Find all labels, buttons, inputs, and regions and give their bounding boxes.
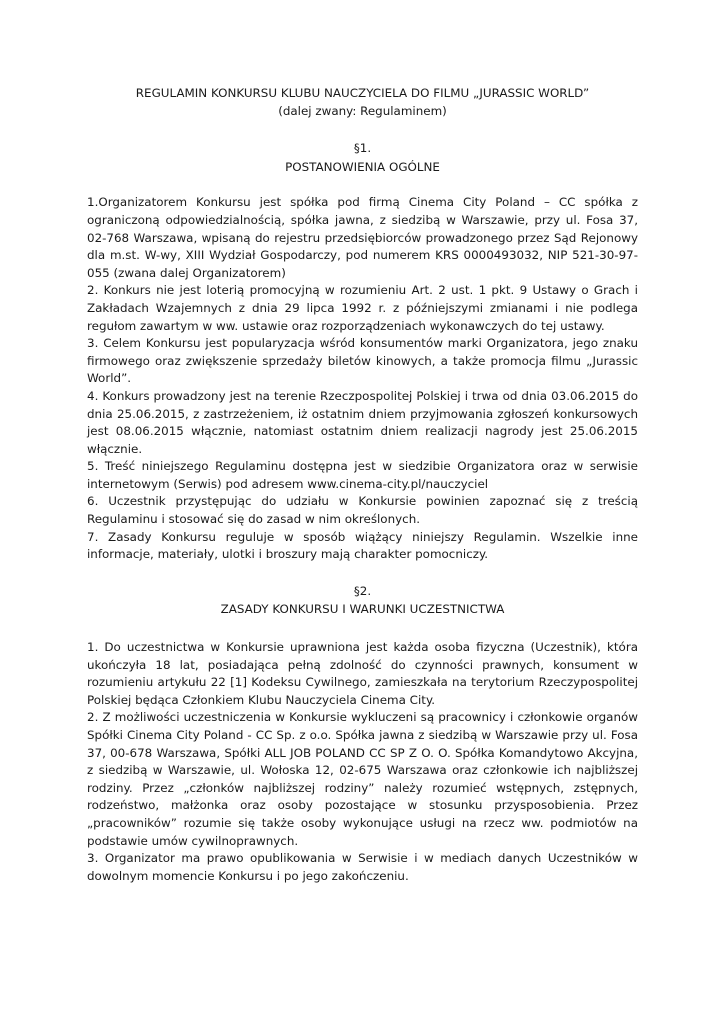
section-1-paragraph-5: 5. Treść niniejszego Regulaminu dostępna jest w siedzibie Organizatora oraz w serwisie internetowym (Serwis) pod adresem www.cinema-city.pl/nauczyciel [87, 459, 638, 491]
section-1-paragraph-7: 7. Zasady Konkursu reguluje w sposób wiążący niniejszy Regulamin. Wszelkie inne informacje, materiały, ulotki i broszury mają charakter pomocniczy. [87, 529, 638, 562]
section-2-paragraph-2: 2. Z możliwości uczestniczenia w Konkursie wykluczeni są pracownicy i członkowie organów Spółki Cinema City Poland - CC Sp. z o.o. Spółka jawna z siedzibą w Warszawie przy ul. Fosa 37, 00-678 Warszawa, Spółki ALL JOB POLAND CC SP Z O. O. Spółka Komandytowo Akcyjna, z siedzibą w Warszawie, ul. Wołoska 12, 02-675 Warszawa oraz członkowie ich najbliższej rodziny. Przez „członków najbliższej rodziny” należy rozumieć wstępnych, zstępnych, rodzeństwo, małżonka oraz osoby pozostające w stosunku przysposobienia. Przez „pracowników” rozumie się także osoby wykonujące usługi na rzecz ww. podmiotów na podstawie umów cywilnoprawnych. [87, 710, 638, 848]
section-1-header [87, 140, 638, 176]
section-1-number: §1. [353, 141, 372, 156]
section-1-paragraph-1: 1.Organizatorem Konkursu jest spółka pod firmą Cinema City Poland – CC spółka z ograniczoną odpowiedzialnością, spółka jawna, z siedzibą w Warszawie, przy ul. Fosa 37, 02-768 Warszawa, wpisaną do rejestru przedsiębiorców prowadzonego przez Sąd Rejonowy dla m.st. W-wy, XIII Wydział Gospodarczy, pod numerem KRS 0000493032, NIP 521-30-97-055 (zwana dalej Organizatorem) [87, 195, 638, 280]
title-block [87, 85, 638, 120]
section-2 [87, 583, 638, 886]
section-2-paragraph-3: 3. Organizator ma prawo opublikowania w Serwisie i w mediach danych Uczestników w dowolnym momencie Konkursu i po jego zakończeniu. [87, 851, 638, 883]
section-1-body [87, 194, 638, 563]
document-subtitle: (dalej zwany: Regulaminem) [278, 103, 447, 118]
section-2-header [87, 583, 638, 619]
section-1-paragraph-6: 6. Uczestnik przystępując do udziału w Konkursie powinien zapoznać się z treścią Regulaminu i stosować się do zasad w nim określonych. [87, 494, 638, 527]
section-1-paragraph-3: 3. Celem Konkursu jest popularyzacja wśród konsumentów marki Organizatora, jego znaku firmowego oraz zwiększenie sprzedaży biletów kinowych, a także promocja filmu „Jurassic World”. [87, 336, 638, 386]
section-2-number: §2. [353, 583, 372, 598]
document-title: REGULAMIN KONKURSU KLUBU NAUCZYCIELA DO FILMU „JURASSIC WORLD” [135, 86, 590, 100]
section-2-body [87, 639, 638, 885]
section-1 [87, 140, 638, 564]
section-2-paragraph-1: 1. Do uczestnictwa w Konkursie uprawniona jest każda osoba fizyczna (Uczestnik), która ukończyła 18 lat, posiadająca pełną zdolność do czynności prawnych, konsument w rozumieniu artykułu 22 [1] Kodeksu Cywilnego, zamieszkała na terytorium Rzeczypospolitej Polskiej będąca Członkiem Klubu Nauczyciela Cinema City. [87, 640, 638, 707]
section-1-paragraph-4: 4. Konkurs prowadzony jest na terenie Rzeczpospolitej Polskiej i trwa od dnia 03.06.2015 do dnia 25.06.2015, z zastrzeżeniem, iż ostatnim dniem przyjmowania zgłoszeń konkursowych jest 08.06.2015 włącznie, natomiast ostatnim dniem realizacji nagrody jest 25.06.2015 włącznie. [87, 388, 638, 456]
section-1-paragraph-2: 2. Konkurs nie jest loterią promocyjną w rozumieniu Art. 2 ust. 1 pkt. 9 Ustawy o Grach i Zakładach Wzajemnych z dnia 29 lipca 1992 r. z późniejszymi zmianami i nie podlega regułom zawartym w ww. ustawie oraz rozporządzeniach wykonawczych do tej ustawy. [87, 283, 638, 333]
section-1-heading: POSTANOWIENIA OGÓLNE [285, 159, 440, 174]
section-2-heading: ZASADY KONKURSU I WARUNKI UCZESTNICTWA [220, 602, 505, 617]
